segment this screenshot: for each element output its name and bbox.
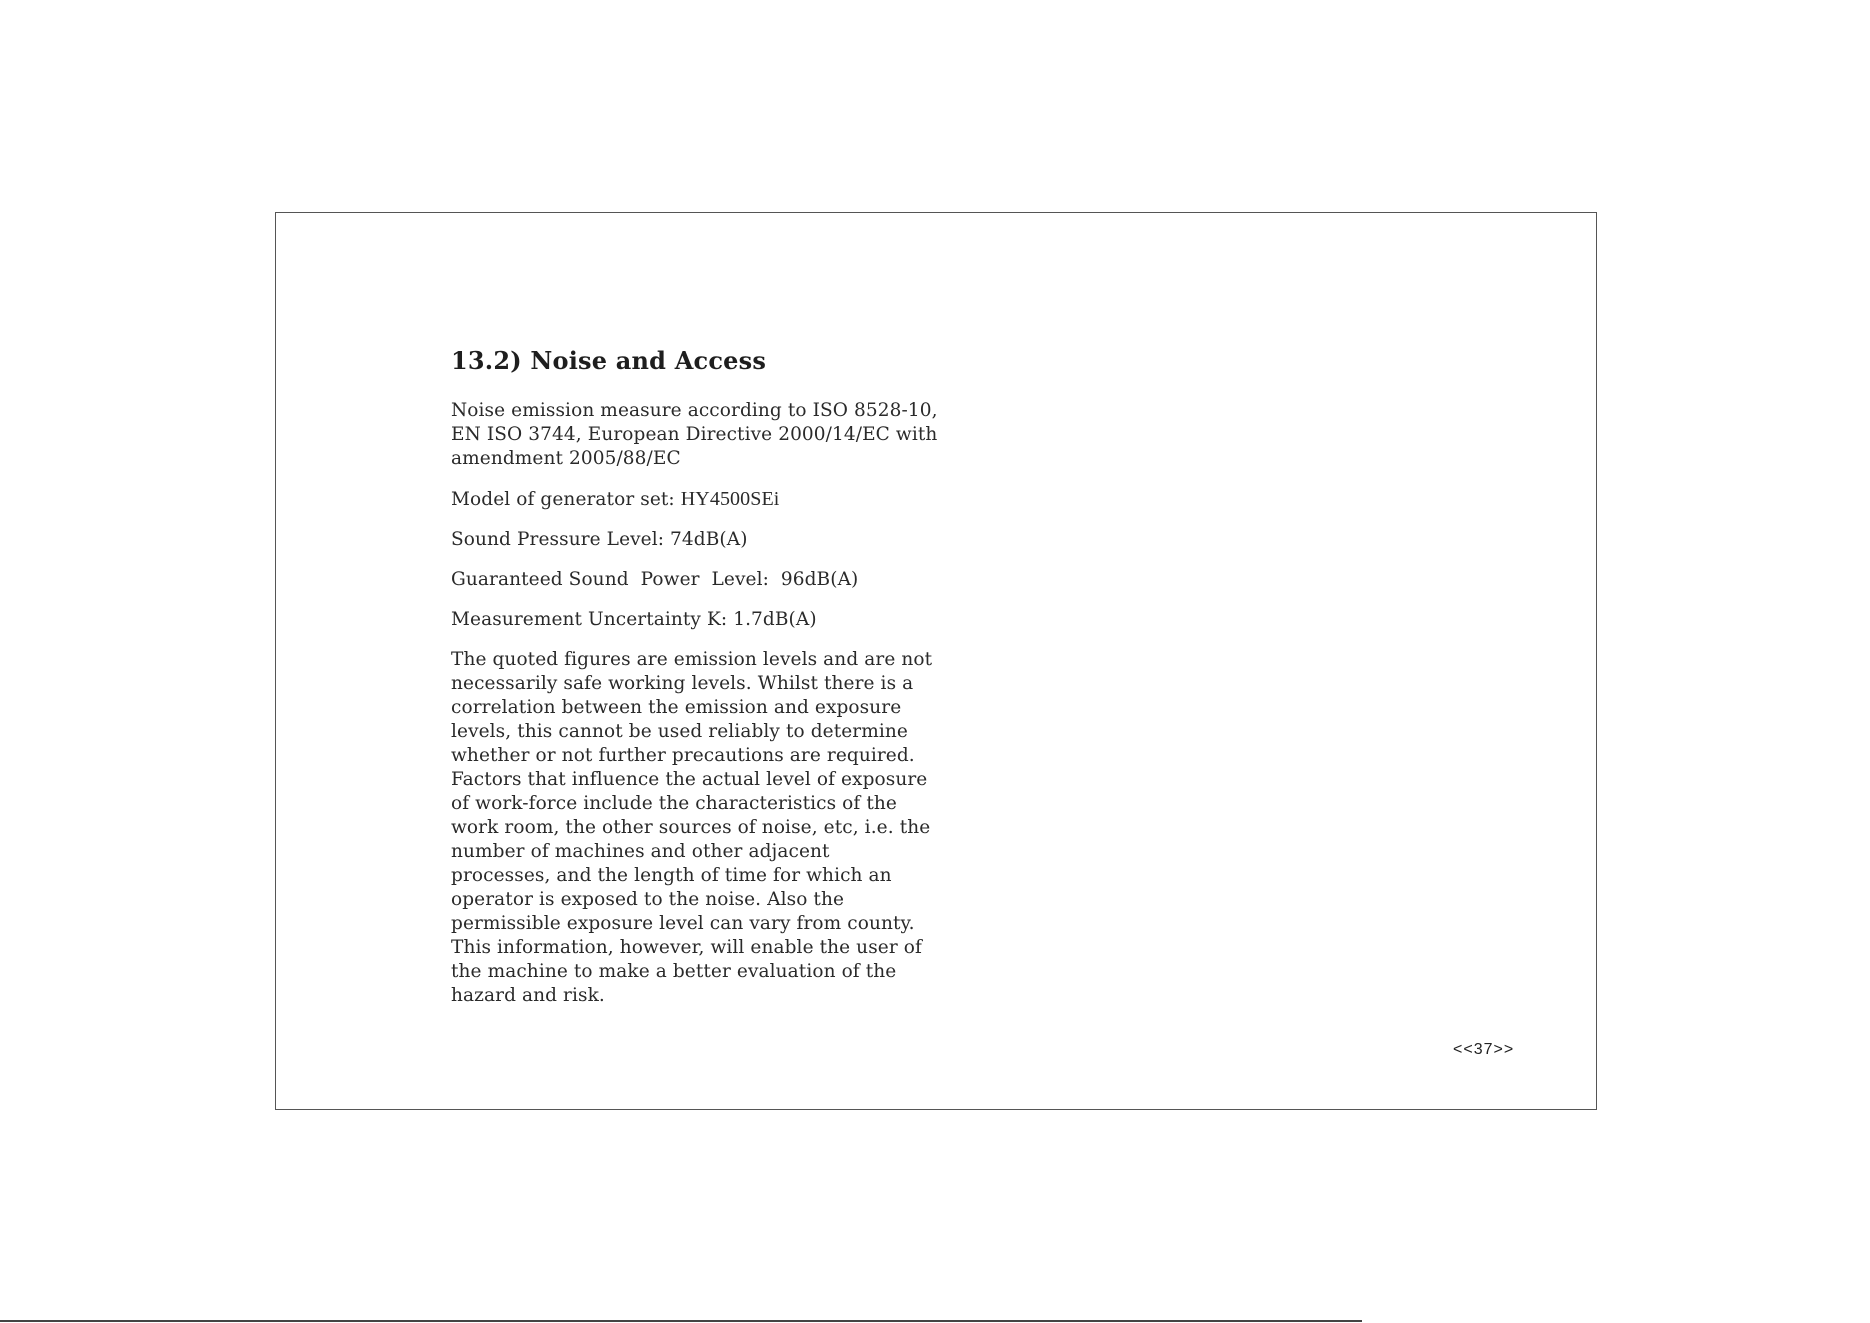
body-line: permissible exposure level can vary from county. bbox=[451, 913, 915, 934]
body-line: necessarily safe working levels. Whilst there is a bbox=[451, 673, 914, 694]
bottom-rule bbox=[0, 1320, 1362, 1322]
content-column bbox=[451, 346, 971, 1024]
body-line: operator is exposed to the noise. Also the bbox=[451, 889, 845, 910]
section-title: 13.2) Noise and Access bbox=[451, 346, 767, 375]
body-line: the machine to make a better evaluation of the bbox=[451, 961, 897, 982]
body-line: work room, the other sources of noise, etc, i.e. the bbox=[451, 817, 931, 838]
sound-power-line: Guaranteed Sound Power Level: 96dB(A) bbox=[451, 569, 859, 590]
intro-line: amendment 2005/88/EC bbox=[451, 448, 681, 469]
page-number: <<37>> bbox=[1453, 1041, 1515, 1058]
model-label: Model of generator set: bbox=[451, 489, 675, 510]
model-line bbox=[451, 487, 971, 512]
model-value: HY4500SEi bbox=[680, 488, 780, 510]
body-line: number of machines and other adjacent bbox=[451, 841, 830, 862]
intro-paragraph bbox=[451, 399, 971, 471]
body-line: The quoted figures are emission levels and are not bbox=[451, 649, 933, 670]
body-line: whether or not further precautions are required. bbox=[451, 745, 915, 766]
body-paragraph bbox=[451, 648, 971, 1008]
body-line: correlation between the emission and exposure bbox=[451, 697, 902, 718]
body-line: This information, however, will enable the user of bbox=[451, 937, 922, 958]
body-line: of work-force include the characteristics of the bbox=[451, 793, 897, 814]
body-line: processes, and the length of time for which an bbox=[451, 865, 892, 886]
sound-pressure-line: Sound Pressure Level: 74dB(A) bbox=[451, 529, 748, 550]
intro-line: Noise emission measure according to ISO 8528-10, bbox=[451, 400, 938, 421]
uncertainty-line: Measurement Uncertainty K: 1.7dB(A) bbox=[451, 609, 817, 630]
body-line: levels, this cannot be used reliably to determine bbox=[451, 721, 908, 742]
body-line: hazard and risk. bbox=[451, 985, 605, 1006]
body-line: Factors that influence the actual level of exposure bbox=[451, 769, 928, 790]
intro-line: EN ISO 3744, European Directive 2000/14/EC with bbox=[451, 424, 938, 445]
